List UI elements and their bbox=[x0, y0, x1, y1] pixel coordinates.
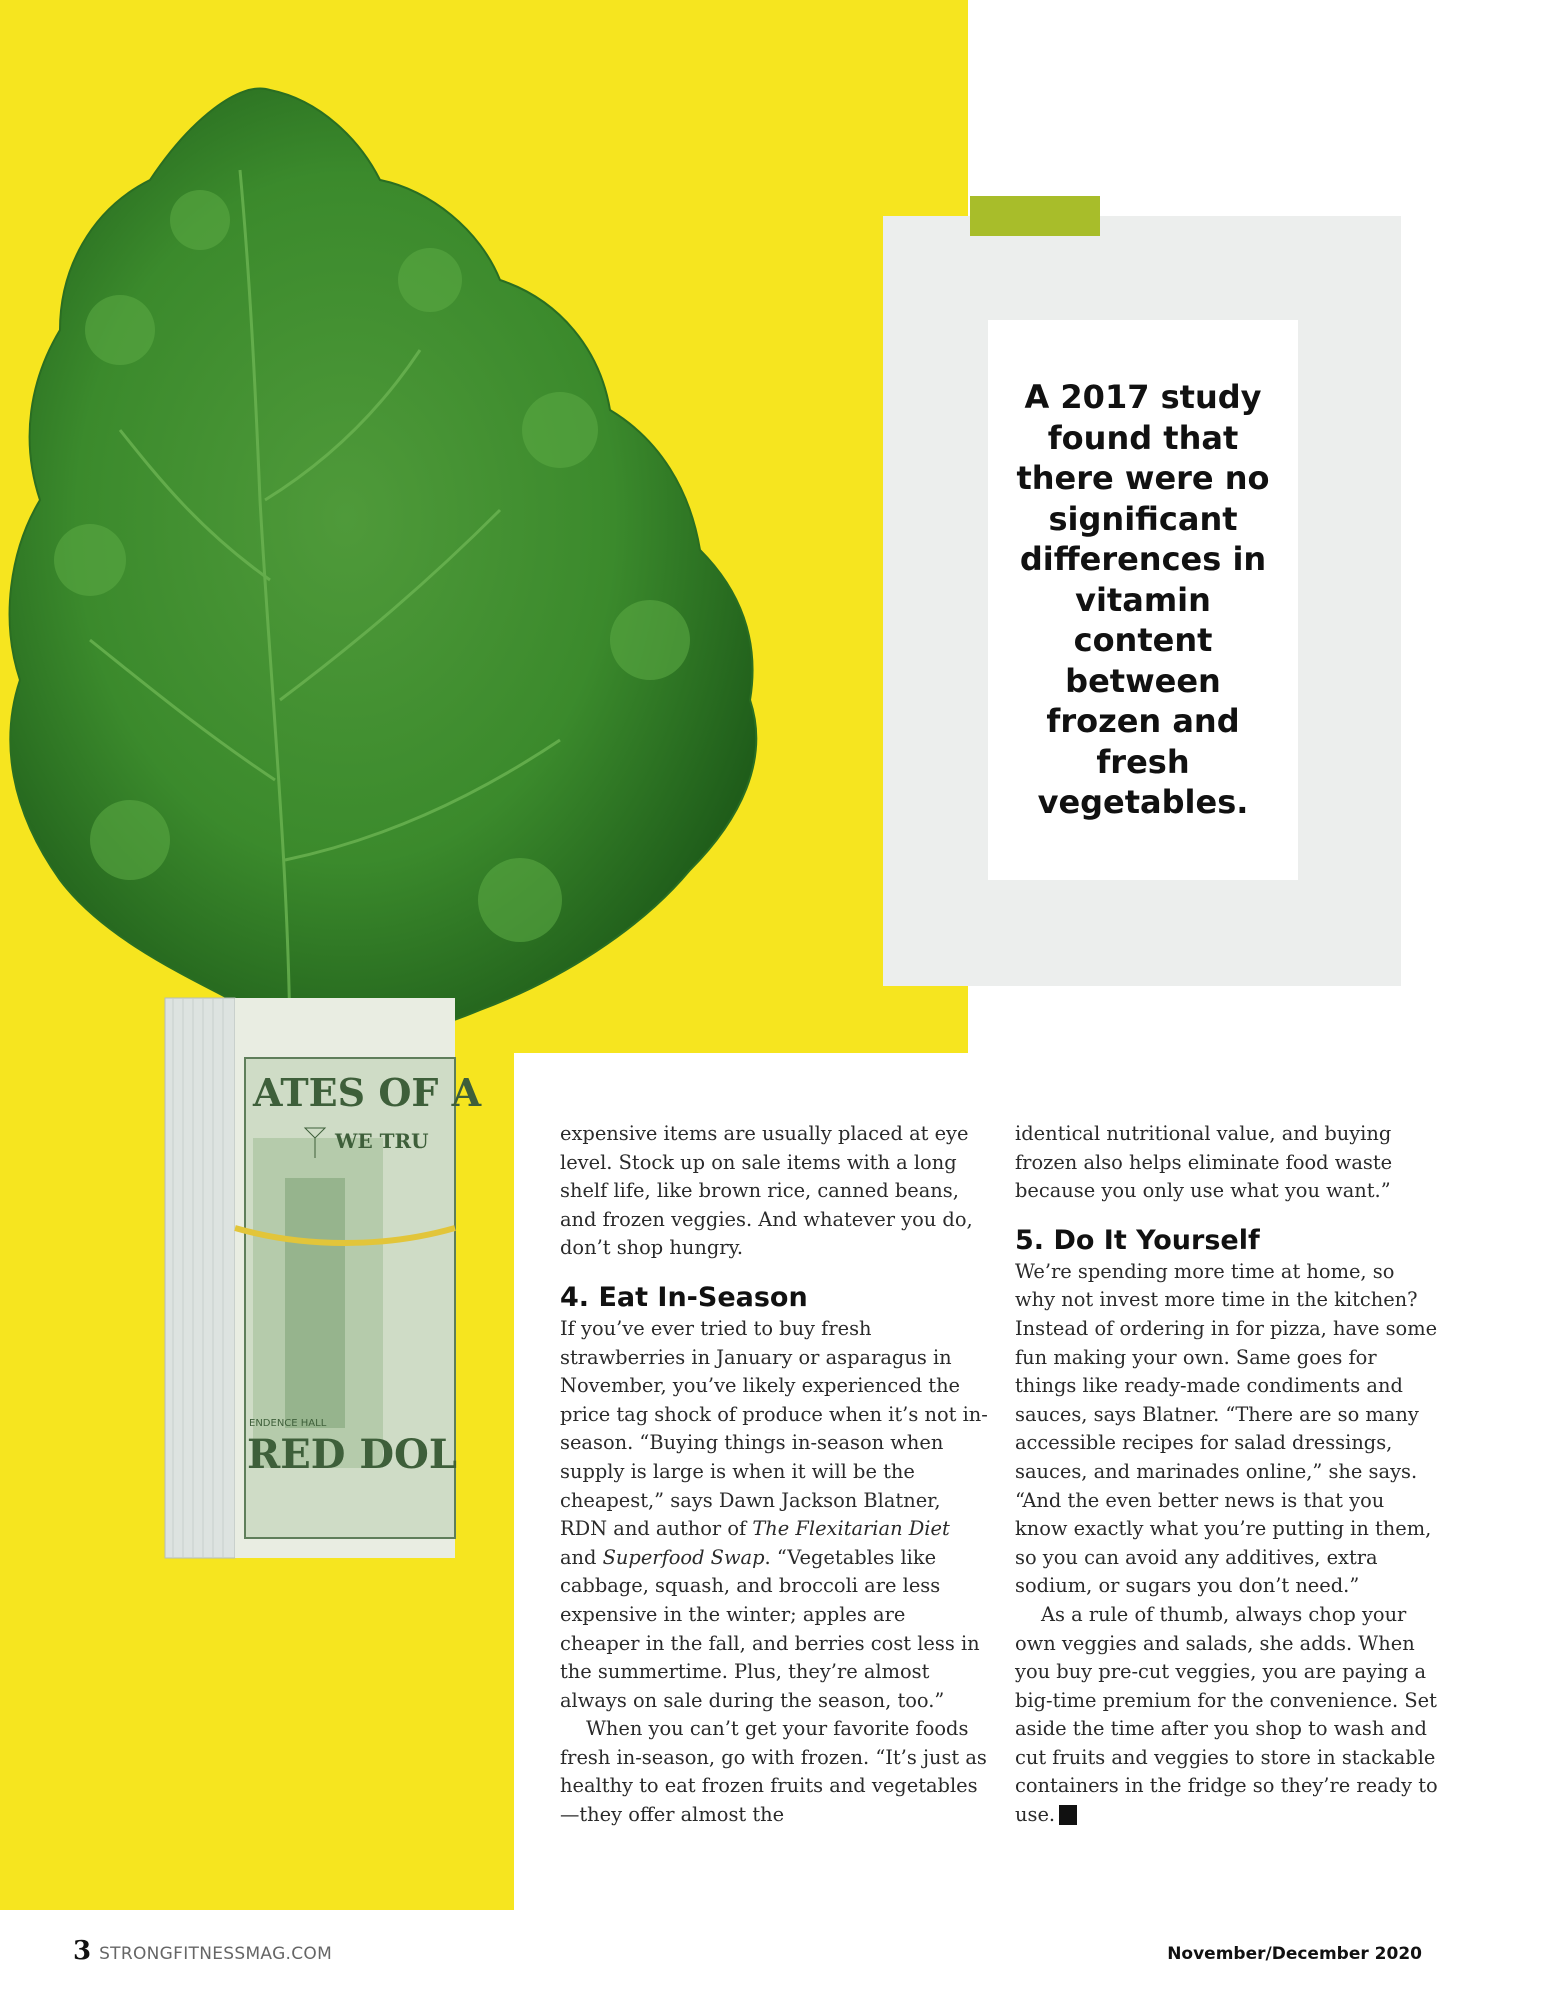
pull-quote-text: A 2017 study found that there were no significant differences in vitamin content between frozen and fresh vegetables. bbox=[1016, 378, 1270, 822]
pull-quote-accent-bar bbox=[970, 196, 1100, 236]
banknote-text-1: ATES OF A bbox=[253, 1070, 482, 1115]
column2-paragraph-3 bbox=[1015, 1601, 1440, 1830]
kale-leaf-image bbox=[0, 80, 800, 1080]
page-number: 3 bbox=[73, 1936, 92, 1966]
rolled-money-image bbox=[165, 998, 482, 1578]
column1-paragraph-1: expensive items are usually placed at eye level. Stock up on sale items with a long shelf life, like brown rice, canned beans, and frozen veggies. And whatever you do, don’t shop hungry. bbox=[560, 1122, 973, 1260]
paragraph-3-text: As a rule of thumb, always chop your own veggies and salads, she adds. When you buy pre-cut veggies, you are paying a big-time premium for the convenience. Set aside the time after you shop to wash and cut fruits and veggies to store in stackable containers in the fridge so they’re ready to use. bbox=[1015, 1602, 1438, 1827]
footer-issue-date: November/December 2020 bbox=[1167, 1944, 1422, 1964]
column1-paragraph-2 bbox=[560, 1315, 990, 1715]
banknote-text-3: ENDENCE HALL bbox=[249, 1418, 327, 1429]
banknote-text-4: RED DOL bbox=[247, 1431, 457, 1478]
article-column-2 bbox=[1015, 1120, 1440, 1830]
section-5-heading: 5. Do It Yourself bbox=[1015, 1224, 1260, 1256]
column2-paragraph-2: We’re spending more time at home, so why not invest more time in the kitchen? Instead of ordering in for pizza, have some fun making your own. Same goes for things like ready-made condiments and sauces, says Blatner. “There are so many accessible recipes for salad dressings, sauces, and marinades online,” she says. “And the even better news is that you know exactly what you’re putting in them, so you can avoid any additives, extra sodium, or sugars you don’t need.” bbox=[1015, 1259, 1438, 1598]
book-title-superfood-swap: Superfood Swap bbox=[602, 1545, 765, 1569]
book-title-flexitarian-diet: The Flexitarian Diet bbox=[752, 1517, 950, 1541]
end-mark-icon: S bbox=[1059, 1805, 1077, 1825]
paragraph-2-text-c: . “Vegetables like cabbage, squash, and broccoli are less expensive in the winter; apples are cheaper in the fall, and berries cost less in the summertime. Plus, they’re almost always on sale during the season, too.” bbox=[560, 1545, 980, 1712]
column1-paragraph-3: When you can’t get your favorite foods fresh in-season, go with frozen. “It’s just as healthy to eat frozen fruits and vegetables—they offer almost the bbox=[560, 1717, 987, 1827]
section-4-heading: 4. Eat In-Season bbox=[560, 1281, 808, 1313]
paragraph-2-text-b: and bbox=[560, 1545, 603, 1569]
banknote-text-2: WE TRU bbox=[335, 1129, 429, 1153]
footer-website: STRONGFITNESSMAG.COM bbox=[99, 1944, 333, 1964]
pull-quote-box bbox=[988, 320, 1298, 880]
paragraph-2-text-a: If you’ve ever tried to buy fresh strawberries in January or asparagus in November, you’ve likely experienced the price tag shock of produce when it’s not in-season. “Buying things in-season when supply is large is when it will be the cheapest,” says Dawn Jackson Blatner, RDN and author of bbox=[560, 1316, 988, 1541]
column2-paragraph-1: identical nutritional value, and buying frozen also helps eliminate food waste because you only use what you want.” bbox=[1015, 1122, 1393, 1203]
footer-left bbox=[73, 1936, 332, 1966]
article-column-1 bbox=[560, 1120, 990, 1830]
